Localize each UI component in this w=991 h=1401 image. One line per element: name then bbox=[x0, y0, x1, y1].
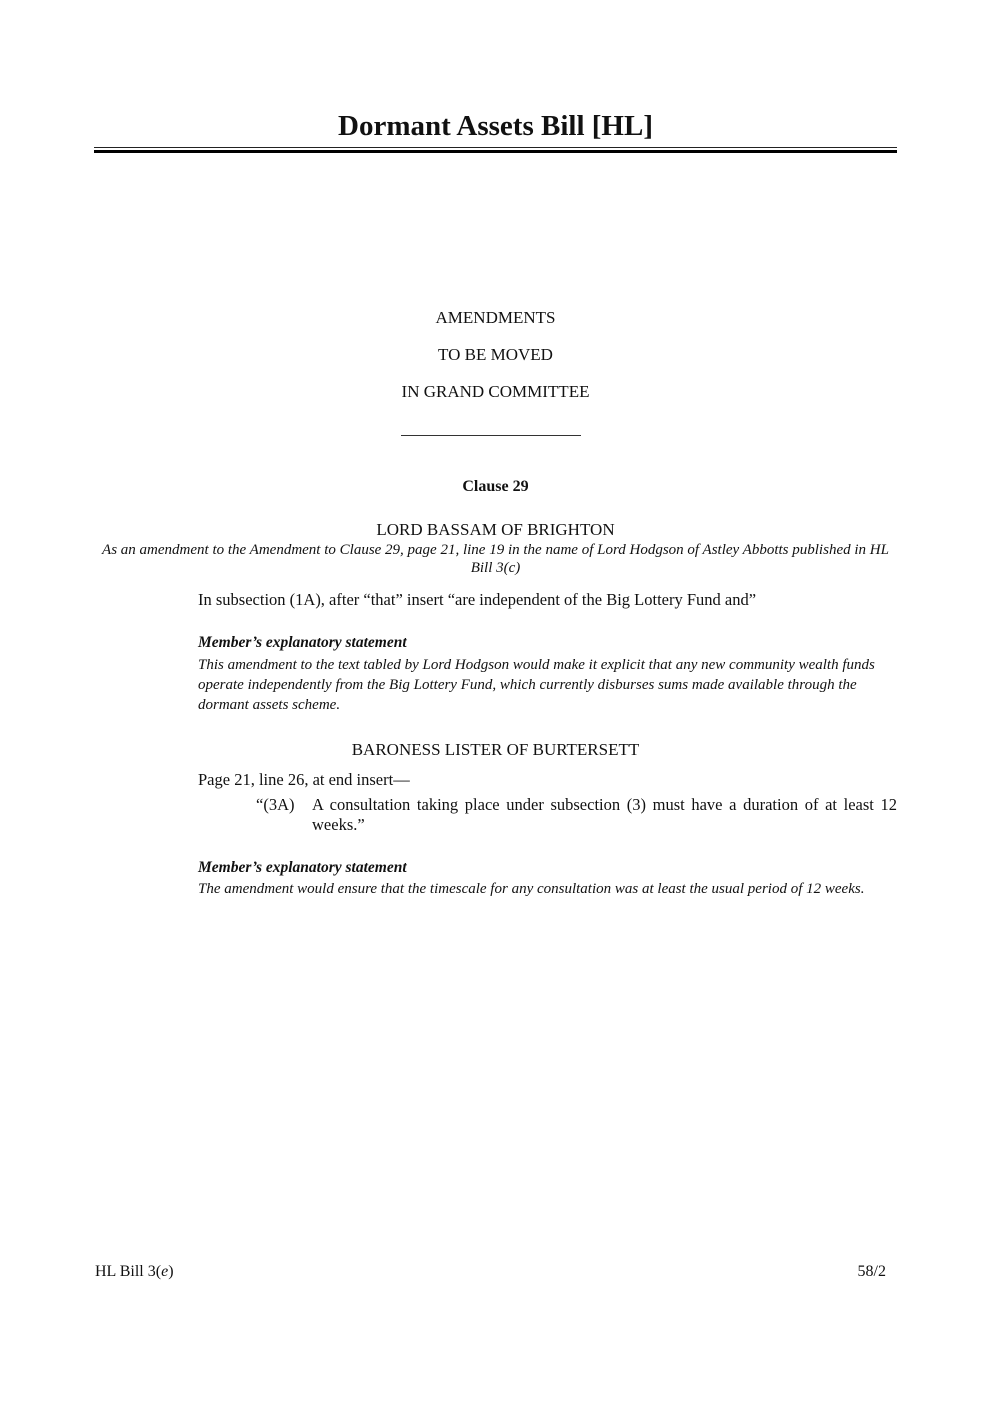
section-divider bbox=[401, 435, 581, 436]
amendment-1-statement-heading: Member’s explanatory statement bbox=[198, 634, 407, 651]
amendment-1-member: LORD BASSAM OF BRIGHTON bbox=[376, 520, 615, 539]
bill-ref-letter: e bbox=[161, 1263, 169, 1280]
amendment-2-statement: The amendment would ensure that the timescale for any consultation was at least the usual period of 12 weeks. bbox=[198, 881, 865, 897]
heading-amendments: AMENDMENTS bbox=[435, 308, 556, 327]
clause-heading: Clause 29 bbox=[462, 478, 529, 495]
amendment-1-statement: This amendment to the text tabled by Lord Hodgson would make it explicit that any new community wealth funds operate independently from the Big Lottery Fund, which currently disburses sums made available through the dormant assets scheme. bbox=[198, 657, 875, 713]
amendment-1-context: As an amendment to the Amendment to Clause 29, page 21, line 19 in the name of Lord Hodgson of Astley Abbotts published in HL Bill 3(c) bbox=[102, 542, 889, 576]
subsection-text: A consultation taking place under subsection (3) must have a duration of at least 12 weeks.” bbox=[312, 795, 897, 834]
bill-ref-suffix: ) bbox=[168, 1263, 174, 1280]
amendment-2-inserted-subsection bbox=[256, 795, 897, 835]
heading-grand-committee: IN GRAND COMMITTEE bbox=[401, 382, 590, 401]
amendment-2-instruction: Page 21, line 26, at end insert— bbox=[198, 770, 410, 789]
bill-ref-prefix: HL Bill 3( bbox=[95, 1263, 162, 1280]
footer-page-reference: 58/2 bbox=[857, 1263, 886, 1280]
subsection-number: “(3A) bbox=[256, 795, 295, 814]
amendment-2-member: BARONESS LISTER OF BURTERSETT bbox=[351, 740, 640, 759]
document-title: Dormant Assets Bill [HL] bbox=[338, 110, 653, 142]
heading-to-be-moved: TO BE MOVED bbox=[438, 345, 553, 364]
amendment-2-statement-heading: Member’s explanatory statement bbox=[198, 859, 407, 876]
title-rule-thin bbox=[94, 147, 897, 148]
title-rule-thick bbox=[94, 150, 897, 153]
amendment-1-instruction: In subsection (1A), after “that” insert “are independent of the Big Lottery Fund and” bbox=[198, 590, 757, 609]
footer-bill-reference bbox=[95, 1263, 174, 1281]
